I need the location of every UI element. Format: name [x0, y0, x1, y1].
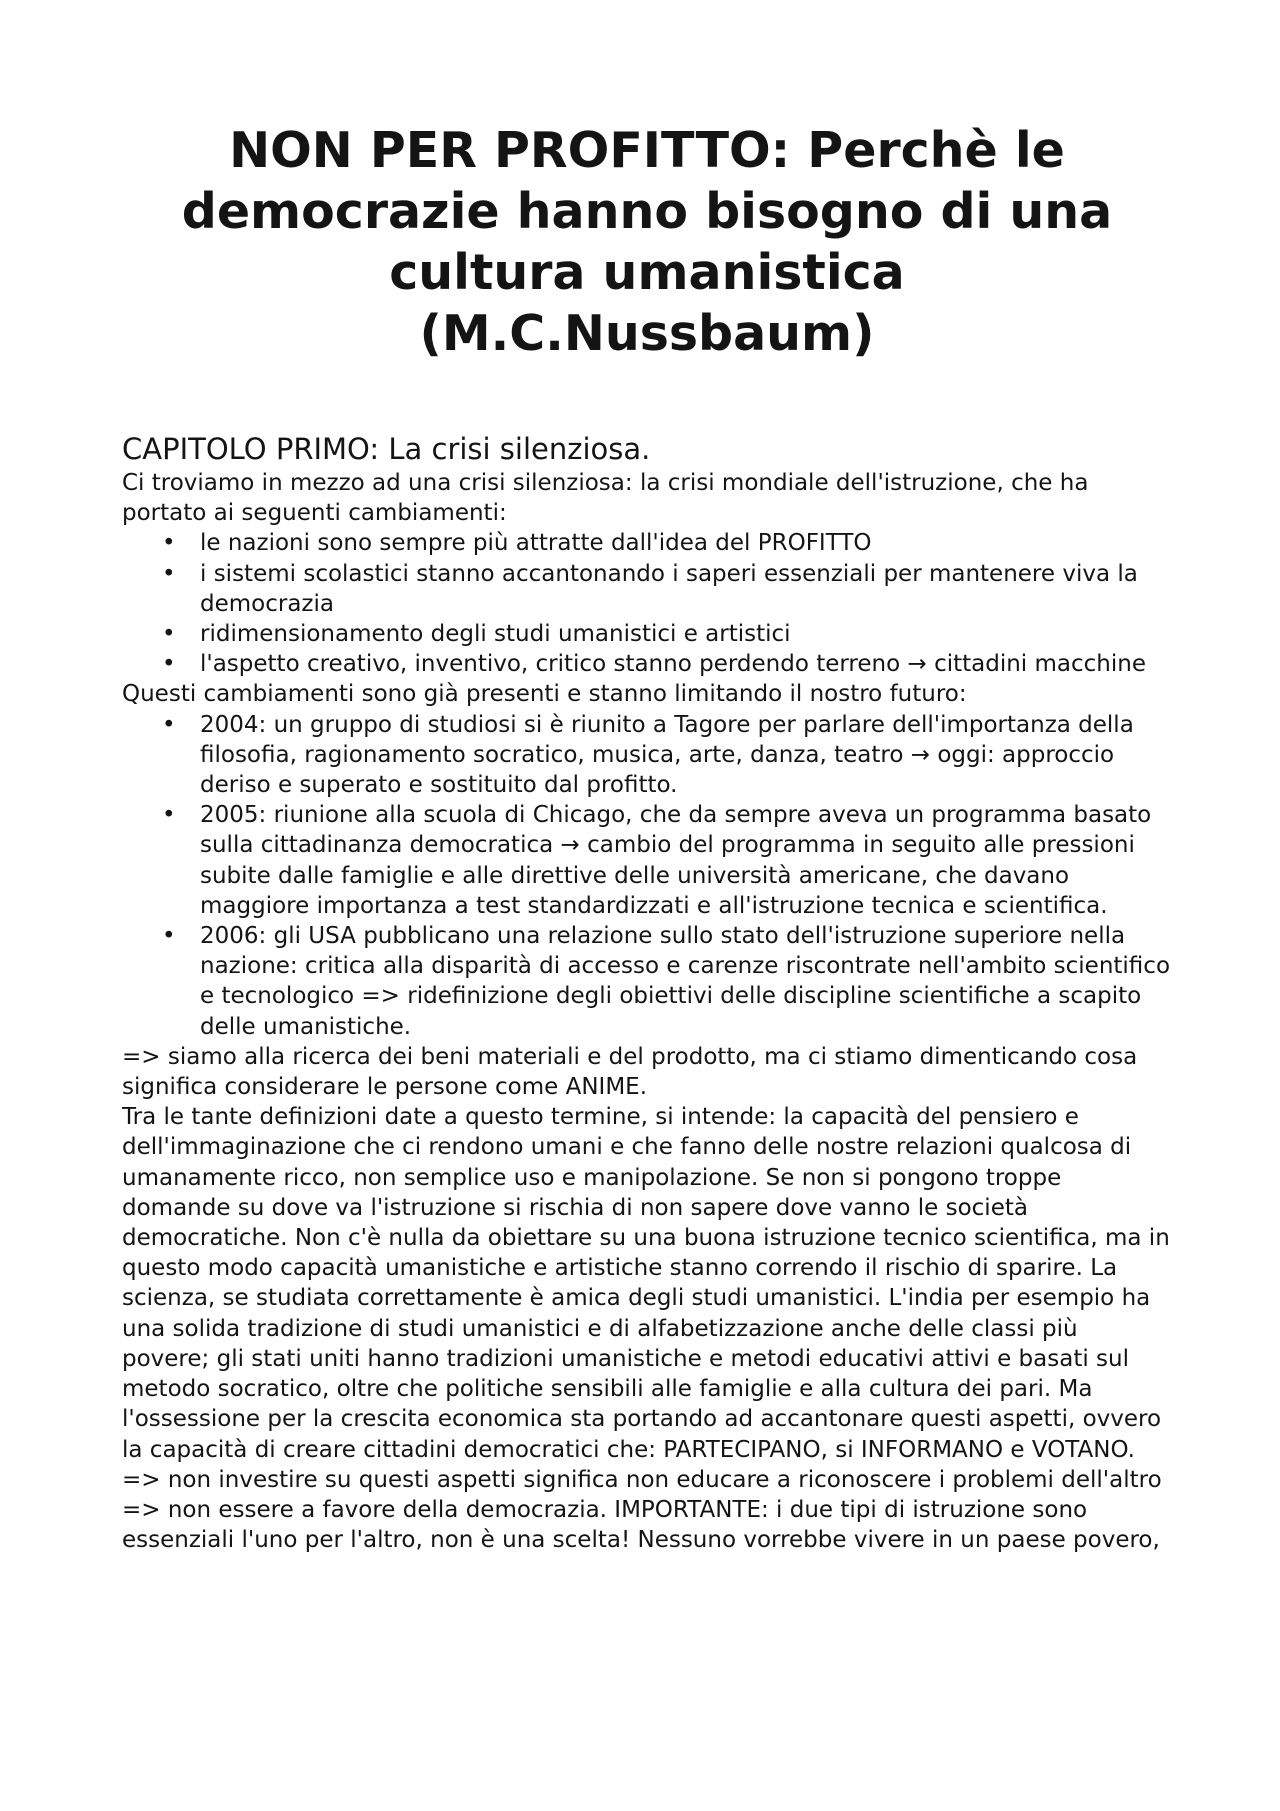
title-line: democrazie hanno bisogno di una	[181, 183, 1113, 240]
bullet-icon: •	[162, 560, 176, 587]
changes-list	[122, 528, 1172, 679]
list-item-text: 2004: un gruppo di studiosi si è riunito a Tagore per parlare dell'importanza della filosofia, ragionamento socratico, musica, arte, danza, teatro → oggi: approccio deriso e superato e sostituito dal profitto.	[200, 711, 1134, 799]
present-intro-paragraph: Questi cambiamenti sono già presenti e stanno limitando il nostro futuro:	[122, 681, 967, 708]
list-item	[162, 800, 1172, 921]
list-item-text: 2006: gli USA pubblicano una relazione sullo stato dell'istruzione superiore nella nazione: critica alla disparità di accesso e carenze riscontrate nell'ambito scientifico e tecnologico => ridefinizione degli obiettivi delle discipline scientifiche a scapito delle umanistiche.	[200, 923, 1171, 1040]
bullet-icon: •	[162, 923, 176, 950]
bullet-icon: •	[162, 711, 176, 738]
conclusion-paragraph: => siamo alla ricerca dei beni materiali e del prodotto, ma ci stiamo dimenticando cosa significa considerare le persone come ANIME.	[122, 1043, 1138, 1101]
bullet-icon: •	[162, 802, 176, 829]
list-item	[162, 559, 1172, 619]
document-page	[122, 120, 1172, 1555]
list-item-text: 2005: riunione alla scuola di Chicago, che da sempre aveva un programma basato sulla cittadinanza democratica → cambio del programma in seguito alle pressioni subite dalle famiglie e alle direttive delle università americane, che davano maggiore importanza a test standardizzati e all'istruzione tecnica e scientifica.	[200, 802, 1152, 919]
title-author: (M.C.Nussbaum)	[419, 305, 875, 362]
list-item-text: le nazioni sono sempre più attratte dall'idea del PROFITTO	[200, 530, 872, 557]
chapter-heading: CAPITOLO PRIMO: La crisi silenziosa.	[122, 432, 651, 466]
list-item-text: ridimensionamento degli studi umanistici e artistici	[200, 621, 791, 648]
document-title	[122, 120, 1172, 364]
events-list	[122, 710, 1172, 1042]
bullet-icon: •	[162, 621, 176, 648]
title-line: cultura umanistica	[389, 244, 905, 301]
list-item-text: i sistemi scolastici stanno accantonando i saperi essenziali per mantenere viva la democrazia	[200, 560, 1138, 617]
body-paragraph: Tra le tante definizioni date a questo termine, si intende: la capacità del pensiero e dell'immaginazione che ci rendono umani e che fanno delle nostre relazioni qualcosa di umanamente ricco, non semplice uso e manipolazione. Se non si pongono troppe domande su dove va l'istruzione si rischia di non sapere dove vanno le società democratiche. Non c'è nulla da obiettare su una buona istruzione tecnico scientifica, ma in questo modo capacità umanistiche e artistiche stanno correndo il rischio di sparire. La scienza, se studiata correttamente è amica degli studi umanistici. L'india per esempio ha una solida tradizione di studi umanistici e di alfabetizzazione anche delle classi più povere; gli stati uniti hanno tradizioni umanistiche e metodi educativi attivi e basati sul metodo socratico, oltre che politiche sensibili alle famiglie e alla cultura dei pari. Ma l'ossessione per la crescita economica sta portando ad accantonare questi aspetti, ovvero la capacità di creare cittadini democratici che: PARTECIPANO, si INFORMANO e VOTANO. => non investire su questi aspetti significa non educare a riconoscere i problemi dell'altro => non essere a favore della democrazia. IMPORTANTE: i due tipi di istruzione sono essenziali l'uno per l'altro, non è una scelta! Nessuno vorrebbe vivere in un paese povero,	[122, 1104, 1170, 1554]
bullet-icon: •	[162, 530, 176, 557]
list-item	[162, 528, 1172, 558]
bullet-icon: •	[162, 651, 176, 678]
list-item-text: l'aspetto creativo, inventivo, critico stanno perdendo terreno → cittadini macchine	[200, 651, 1146, 678]
intro-paragraph: Ci troviamo in mezzo ad una crisi silenziosa: la crisi mondiale dell'istruzione, che ha portato ai seguenti cambiamenti:	[122, 470, 1089, 527]
list-item	[162, 710, 1172, 801]
list-item	[162, 649, 1172, 679]
title-line: NON PER PROFITTO: Perchè le	[229, 122, 1065, 179]
list-item	[162, 921, 1172, 1042]
list-item	[162, 619, 1172, 649]
